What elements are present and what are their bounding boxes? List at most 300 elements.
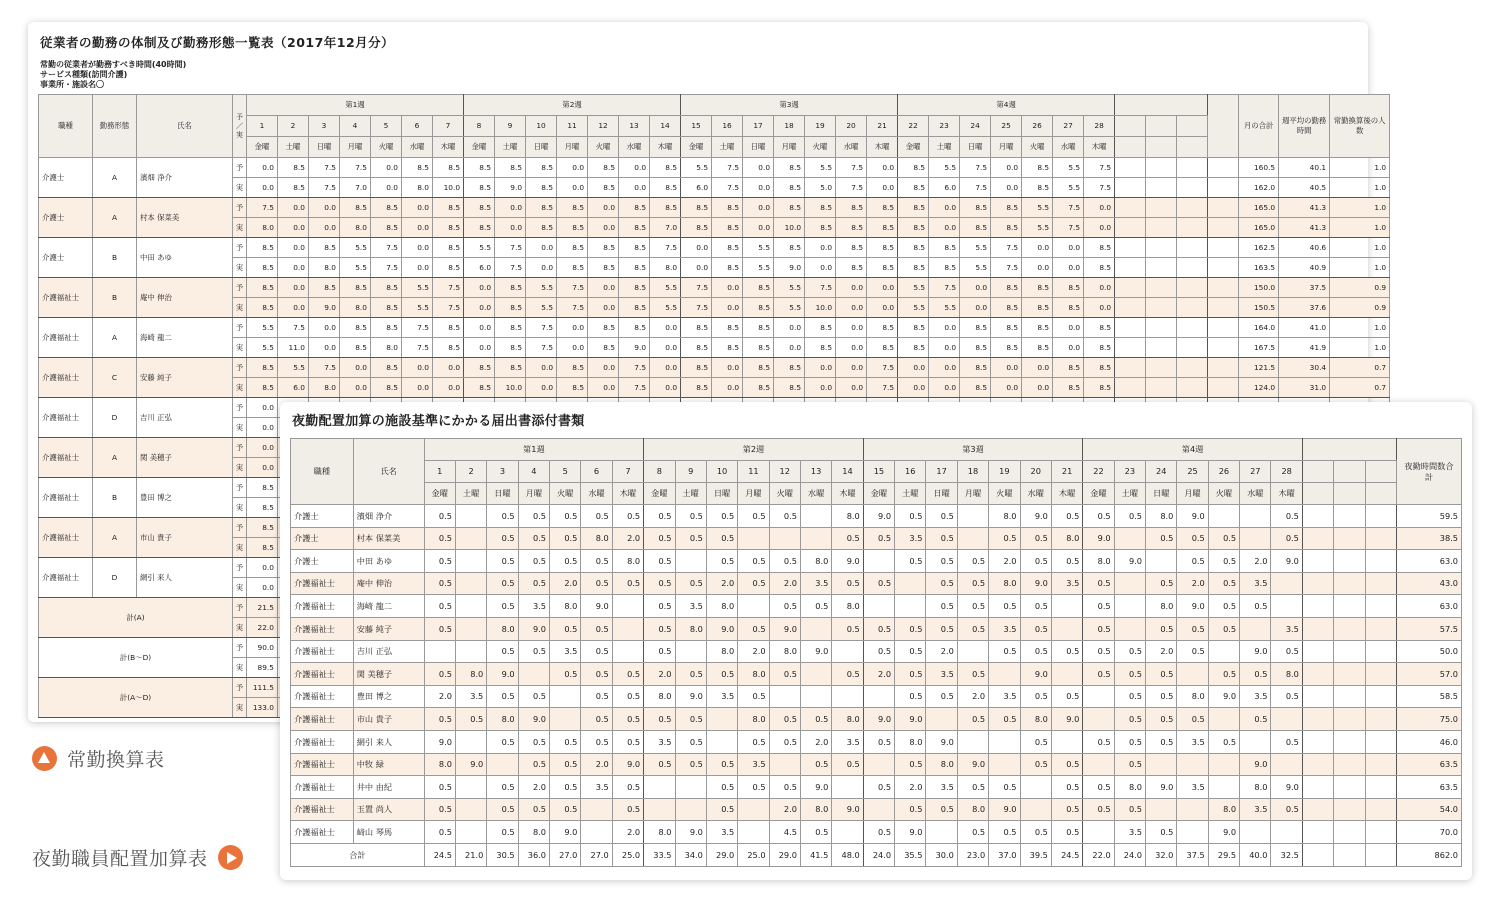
night-hours-cell bbox=[455, 798, 486, 821]
hours-cell: 0.0 bbox=[247, 558, 278, 578]
weekday-header: 水曜 bbox=[1053, 137, 1084, 158]
hours-cell: 0.0 bbox=[247, 418, 278, 438]
table-row bbox=[39, 338, 1390, 358]
weekly-avg-cell: 41.9 bbox=[1279, 338, 1330, 358]
night-hours-cell bbox=[800, 505, 831, 528]
hours-cell: 0.0 bbox=[836, 358, 867, 378]
table-row bbox=[39, 178, 1390, 198]
hours-cell: 8.5 bbox=[1084, 258, 1115, 278]
night-hours-cell: 0.5 bbox=[581, 663, 612, 686]
hours-cell: 0.0 bbox=[278, 218, 309, 238]
hours-cell: 8.5 bbox=[588, 238, 619, 258]
hours-cell bbox=[1115, 378, 1146, 398]
staff-work-type: D bbox=[93, 398, 137, 438]
day-header: 19 bbox=[989, 461, 1020, 483]
night-hours-cell: 0.5 bbox=[1051, 821, 1082, 844]
weekday-header: 土曜 bbox=[712, 137, 743, 158]
night-hours-cell bbox=[455, 550, 486, 573]
weekly-avg-cell: 37.6 bbox=[1279, 298, 1330, 318]
hours-cell: 8.5 bbox=[464, 358, 495, 378]
night-total-cell: 54.0 bbox=[1396, 798, 1461, 821]
night-hours-cell bbox=[1051, 663, 1082, 686]
hours-cell: 7.5 bbox=[402, 338, 433, 358]
night-hours-cell: 0.5 bbox=[1114, 685, 1145, 708]
day-header: 22 bbox=[898, 116, 929, 137]
hours-cell: 5.5 bbox=[929, 298, 960, 318]
night-hours-cell: 0.5 bbox=[769, 505, 800, 528]
night-hours-cell bbox=[581, 821, 612, 844]
night-hours-cell: 0.5 bbox=[424, 821, 455, 844]
night-hours-cell: 8.0 bbox=[706, 640, 737, 663]
hours-cell: 8.5 bbox=[805, 198, 836, 218]
hours-cell: 8.0 bbox=[340, 298, 371, 318]
sum-cell: 22.0 bbox=[1083, 843, 1114, 866]
night-hours-cell: 3.5 bbox=[1177, 776, 1208, 799]
night-hours-cell: 9.0 bbox=[832, 550, 863, 573]
blank-cell bbox=[1365, 685, 1396, 708]
blank-cell bbox=[1334, 843, 1365, 866]
hours-cell: 8.5 bbox=[340, 338, 371, 358]
night-hours-cell bbox=[706, 730, 737, 753]
hours-cell: 5.5 bbox=[898, 298, 929, 318]
night-hours-cell: 3.5 bbox=[644, 730, 675, 753]
night-hours-cell: 0.5 bbox=[926, 505, 957, 528]
night-hours-cell: 0.5 bbox=[957, 708, 988, 731]
night-hours-cell: 3.5 bbox=[832, 730, 863, 753]
hours-cell: 0.0 bbox=[650, 338, 681, 358]
fte-cell: 1.0 bbox=[1330, 338, 1390, 358]
night-hours-cell bbox=[1271, 595, 1302, 618]
night-hours-cell: 0.5 bbox=[644, 595, 675, 618]
week-header: 第3週 bbox=[863, 439, 1083, 461]
night-hours-cell: 9.0 bbox=[706, 617, 737, 640]
hours-cell: 7.5 bbox=[371, 258, 402, 278]
hours-cell: 7.5 bbox=[309, 158, 340, 178]
hours-cell: 8.5 bbox=[991, 198, 1022, 218]
hours-cell: 8.5 bbox=[557, 258, 588, 278]
night-hours-cell bbox=[1146, 753, 1177, 776]
blank-header bbox=[1115, 137, 1146, 158]
total-value: 89.5 bbox=[247, 658, 278, 678]
night-hours-cell bbox=[926, 821, 957, 844]
hours-cell: 7.5 bbox=[309, 178, 340, 198]
night-hours-cell: 9.0 bbox=[926, 730, 957, 753]
day-header: 16 bbox=[895, 461, 926, 483]
hours-cell: 8.5 bbox=[495, 358, 526, 378]
fte-cell: 1.0 bbox=[1330, 258, 1390, 278]
night-hours-cell bbox=[1114, 595, 1145, 618]
sum-cell: 27.0 bbox=[550, 843, 581, 866]
blank-header bbox=[1334, 483, 1365, 505]
night-hours-cell: 0.5 bbox=[550, 663, 581, 686]
night-hours-cell: 0.5 bbox=[1020, 685, 1051, 708]
fte-cell: 1.0 bbox=[1330, 218, 1390, 238]
hours-cell: 0.0 bbox=[588, 358, 619, 378]
night-hours-cell: 0.5 bbox=[644, 505, 675, 528]
night-hours-cell: 0.5 bbox=[518, 505, 549, 528]
night-hours-cell: 8.0 bbox=[550, 595, 581, 618]
night-hours-cell: 0.5 bbox=[644, 708, 675, 731]
night-hours-cell bbox=[863, 798, 894, 821]
hours-cell: 0.0 bbox=[867, 178, 898, 198]
night-hours-cell bbox=[863, 753, 894, 776]
sum-cell: 39.5 bbox=[1020, 843, 1051, 866]
staff-job: 介護福祉士 bbox=[291, 708, 354, 731]
col-header-yojitsu: 予／実 bbox=[233, 95, 247, 158]
night-hours-cell bbox=[518, 663, 549, 686]
hours-cell: 0.0 bbox=[557, 338, 588, 358]
hours-cell: 8.5 bbox=[867, 238, 898, 258]
hours-cell: 7.5 bbox=[867, 358, 898, 378]
hours-cell: 8.5 bbox=[712, 238, 743, 258]
table-row bbox=[39, 158, 1390, 178]
night-hours-cell: 9.0 bbox=[424, 730, 455, 753]
hours-cell: 0.0 bbox=[929, 358, 960, 378]
hours-cell: 8.5 bbox=[898, 238, 929, 258]
sum-label: 合計 bbox=[291, 843, 425, 866]
hours-cell bbox=[1146, 358, 1177, 378]
night-hours-cell: 9.0 bbox=[1240, 753, 1271, 776]
night-hours-cell: 0.5 bbox=[550, 550, 581, 573]
night-hours-cell: 9.0 bbox=[1020, 663, 1051, 686]
night-hours-cell: 0.5 bbox=[926, 527, 957, 550]
hours-cell bbox=[1115, 318, 1146, 338]
blank-cell bbox=[1208, 278, 1239, 298]
night-hours-cell: 8.0 bbox=[1208, 798, 1239, 821]
hours-cell: 8.5 bbox=[743, 318, 774, 338]
night-hours-cell: 0.5 bbox=[1146, 663, 1177, 686]
hours-cell: 8.5 bbox=[774, 198, 805, 218]
night-hours-cell: 0.5 bbox=[800, 821, 831, 844]
staff-name: 海崎 龍二 bbox=[353, 595, 424, 618]
sum-cell: 24.0 bbox=[863, 843, 894, 866]
blank-cell bbox=[1302, 505, 1333, 528]
night-hours-cell: 0.5 bbox=[1271, 730, 1302, 753]
hours-cell: 7.5 bbox=[619, 378, 650, 398]
night-hours-cell: 9.0 bbox=[1240, 640, 1271, 663]
night-hours-cell: 9.0 bbox=[895, 708, 926, 731]
hours-cell: 8.5 bbox=[898, 338, 929, 358]
table-row bbox=[291, 663, 1462, 686]
night-hours-cell: 0.5 bbox=[706, 550, 737, 573]
night-hours-cell: 3.5 bbox=[518, 595, 549, 618]
night-hours-cell: 9.0 bbox=[487, 663, 518, 686]
hours-cell bbox=[1146, 238, 1177, 258]
night-hours-cell: 0.5 bbox=[581, 617, 612, 640]
weekday-header: 月曜 bbox=[957, 483, 988, 505]
blank-header bbox=[1146, 137, 1177, 158]
hours-cell: 7.5 bbox=[340, 158, 371, 178]
staff-job: 介護福祉士 bbox=[39, 398, 93, 438]
hours-cell: 0.0 bbox=[805, 238, 836, 258]
night-hours-cell: 4.5 bbox=[769, 821, 800, 844]
week-header: 第4週 bbox=[898, 95, 1115, 116]
fte-cell: 1.0 bbox=[1330, 178, 1390, 198]
blank-header bbox=[1365, 483, 1396, 505]
fte-cell: 0.7 bbox=[1330, 378, 1390, 398]
night-hours-cell: 2.0 bbox=[800, 730, 831, 753]
weekday-header: 火曜 bbox=[1022, 137, 1053, 158]
staff-name: 濱畑 浄介 bbox=[353, 505, 424, 528]
blank-cell bbox=[1302, 685, 1333, 708]
hours-cell: 0.0 bbox=[681, 258, 712, 278]
night-hours-cell bbox=[455, 730, 486, 753]
night-hours-cell: 0.5 bbox=[1114, 753, 1145, 776]
night-hours-cell: 0.5 bbox=[1051, 505, 1082, 528]
night-hours-cell: 0.5 bbox=[487, 685, 518, 708]
night-hours-cell bbox=[1146, 550, 1177, 573]
yojitsu-label: 実 bbox=[233, 298, 247, 318]
hours-cell: 8.5 bbox=[1053, 298, 1084, 318]
night-hours-cell bbox=[612, 595, 643, 618]
fte-sheet-meta-office: 事業所・施設名〇 bbox=[40, 80, 104, 89]
night-hours-cell bbox=[1208, 640, 1239, 663]
table-row bbox=[291, 798, 1462, 821]
hours-cell: 0.0 bbox=[960, 278, 991, 298]
night-hours-cell: 0.5 bbox=[769, 730, 800, 753]
hours-cell: 8.5 bbox=[681, 218, 712, 238]
night-hours-cell bbox=[675, 798, 706, 821]
night-hours-cell: 9.0 bbox=[1146, 776, 1177, 799]
night-hours-cell: 0.5 bbox=[957, 821, 988, 844]
night-hours-cell: 2.0 bbox=[989, 550, 1020, 573]
weekday-header: 火曜 bbox=[1208, 483, 1239, 505]
night-hours-cell: 0.5 bbox=[1051, 685, 1082, 708]
hours-cell: 0.0 bbox=[898, 358, 929, 378]
hours-cell: 0.0 bbox=[557, 158, 588, 178]
hours-cell: 0.0 bbox=[1084, 218, 1115, 238]
night-hours-cell: 0.5 bbox=[675, 708, 706, 731]
hours-cell: 7.5 bbox=[495, 238, 526, 258]
yojitsu-label: 実 bbox=[233, 418, 247, 438]
night-hours-cell: 0.5 bbox=[1114, 798, 1145, 821]
night-hours-cell bbox=[1240, 821, 1271, 844]
night-hours-cell: 2.0 bbox=[895, 776, 926, 799]
night-hours-cell: 0.5 bbox=[863, 640, 894, 663]
hours-cell: 8.0 bbox=[402, 178, 433, 198]
hours-cell: 5.5 bbox=[960, 258, 991, 278]
weekday-header: 水曜 bbox=[619, 137, 650, 158]
staff-job: 介護福祉士 bbox=[291, 776, 354, 799]
hours-cell: 0.0 bbox=[247, 578, 278, 598]
night-hours-cell: 0.5 bbox=[895, 798, 926, 821]
hours-cell: 8.5 bbox=[681, 318, 712, 338]
hours-cell: 7.5 bbox=[991, 238, 1022, 258]
table-row bbox=[291, 595, 1462, 618]
night-hours-cell bbox=[1177, 663, 1208, 686]
staff-job: 介護士 bbox=[39, 158, 93, 198]
night-hours-cell: 0.5 bbox=[1083, 617, 1114, 640]
fte-caption[interactable] bbox=[32, 745, 165, 772]
hours-cell: 0.0 bbox=[991, 358, 1022, 378]
staff-name: 吉川 正弘 bbox=[353, 640, 424, 663]
hours-cell: 8.0 bbox=[247, 218, 278, 238]
night-hours-cell: 0.5 bbox=[581, 572, 612, 595]
hours-cell: 0.0 bbox=[929, 198, 960, 218]
night-hours-cell: 3.5 bbox=[926, 776, 957, 799]
hours-cell: 8.5 bbox=[867, 198, 898, 218]
hours-cell: 8.0 bbox=[340, 218, 371, 238]
table-row bbox=[291, 753, 1462, 776]
hours-cell: 8.5 bbox=[464, 158, 495, 178]
day-header: 25 bbox=[991, 116, 1022, 137]
hours-cell: 7.5 bbox=[991, 258, 1022, 278]
night-hours-cell: 2.0 bbox=[769, 798, 800, 821]
night-caption[interactable] bbox=[32, 844, 243, 871]
night-hours-cell: 0.5 bbox=[1146, 730, 1177, 753]
hours-cell: 8.5 bbox=[898, 218, 929, 238]
night-total-cell: 43.0 bbox=[1396, 572, 1461, 595]
blank-cell bbox=[1365, 753, 1396, 776]
night-hours-cell: 9.0 bbox=[1083, 527, 1114, 550]
staff-job: 介護福祉士 bbox=[291, 821, 354, 844]
day-header: 6 bbox=[402, 116, 433, 137]
hours-cell: 0.0 bbox=[557, 318, 588, 338]
hours-cell: 7.5 bbox=[712, 158, 743, 178]
night-hours-cell bbox=[455, 505, 486, 528]
fte-sheet-title: 従業者の勤務の体制及び勤務形態一覧表（2017年12月分） bbox=[40, 35, 395, 50]
night-hours-cell: 8.0 bbox=[1114, 776, 1145, 799]
hours-cell: 7.5 bbox=[960, 178, 991, 198]
blank-cell bbox=[1208, 158, 1239, 178]
sum-cell: 27.0 bbox=[581, 843, 612, 866]
yojitsu-label: 予 bbox=[233, 638, 247, 658]
night-hours-cell: 0.5 bbox=[487, 730, 518, 753]
night-hours-cell: 0.5 bbox=[581, 708, 612, 731]
monthly-total-cell: 121.5 bbox=[1239, 358, 1279, 378]
night-hours-cell: 0.5 bbox=[895, 663, 926, 686]
staff-work-type: B bbox=[93, 478, 137, 518]
hours-cell: 8.5 bbox=[619, 238, 650, 258]
night-hours-cell bbox=[455, 640, 486, 663]
blank-cell bbox=[1365, 843, 1396, 866]
night-total-cell: 63.0 bbox=[1396, 595, 1461, 618]
night-hours-cell: 9.0 bbox=[1271, 550, 1302, 573]
night-hours-cell: 8.0 bbox=[832, 595, 863, 618]
blank-cell bbox=[1208, 318, 1239, 338]
night-hours-cell bbox=[612, 617, 643, 640]
night-hours-cell: 0.5 bbox=[926, 595, 957, 618]
staff-work-type: A bbox=[93, 158, 137, 198]
hours-cell: 8.5 bbox=[1022, 298, 1053, 318]
hours-cell: 5.5 bbox=[650, 298, 681, 318]
night-hours-cell: 0.5 bbox=[1020, 753, 1051, 776]
weekday-header: 水曜 bbox=[402, 137, 433, 158]
night-hours-cell: 0.5 bbox=[518, 572, 549, 595]
night-hours-cell: 0.5 bbox=[1051, 753, 1082, 776]
hours-cell: 8.5 bbox=[495, 318, 526, 338]
night-hours-cell bbox=[487, 753, 518, 776]
table-row bbox=[39, 378, 1390, 398]
weekday-header: 水曜 bbox=[581, 483, 612, 505]
night-hours-cell bbox=[1177, 821, 1208, 844]
hours-cell: 0.0 bbox=[495, 198, 526, 218]
hours-cell: 0.0 bbox=[805, 258, 836, 278]
total-label: 計(A〜D) bbox=[39, 678, 233, 718]
night-hours-cell: 2.0 bbox=[926, 640, 957, 663]
night-total-cell: 58.5 bbox=[1396, 685, 1461, 708]
staff-work-type: C bbox=[93, 358, 137, 398]
hours-cell: 0.0 bbox=[309, 198, 340, 218]
sum-total-cell: 862.0 bbox=[1396, 843, 1461, 866]
hours-cell: 0.0 bbox=[743, 158, 774, 178]
hours-cell: 5.5 bbox=[960, 238, 991, 258]
night-hours-cell: 0.5 bbox=[1083, 776, 1114, 799]
hours-cell: 8.5 bbox=[836, 238, 867, 258]
night-hours-cell: 0.5 bbox=[863, 572, 894, 595]
night-total-cell: 57.0 bbox=[1396, 663, 1461, 686]
blank-header bbox=[1115, 116, 1146, 137]
day-header: 26 bbox=[1022, 116, 1053, 137]
header-row-weeks bbox=[39, 95, 1390, 116]
weekly-avg-cell: 40.9 bbox=[1279, 258, 1330, 278]
night-hours-cell: 0.5 bbox=[424, 776, 455, 799]
yojitsu-label: 実 bbox=[233, 378, 247, 398]
night-hours-cell bbox=[455, 595, 486, 618]
blank-cell bbox=[1302, 527, 1333, 550]
weekday-header: 日曜 bbox=[526, 137, 557, 158]
staff-job: 介護福祉士 bbox=[39, 358, 93, 398]
weekday-header: 金曜 bbox=[1083, 483, 1114, 505]
hours-cell bbox=[1146, 338, 1177, 358]
hours-cell bbox=[1177, 178, 1208, 198]
blank-cell bbox=[1208, 218, 1239, 238]
night-hours-cell bbox=[550, 685, 581, 708]
total-label: 計(A) bbox=[39, 598, 233, 638]
blank-cell bbox=[1302, 663, 1333, 686]
staff-name: 中牧 緑 bbox=[353, 753, 424, 776]
hours-cell: 8.5 bbox=[867, 318, 898, 338]
night-hours-cell: 8.0 bbox=[612, 550, 643, 573]
night-hours-cell bbox=[706, 708, 737, 731]
blank-cell bbox=[1334, 595, 1365, 618]
monthly-total-cell: 165.0 bbox=[1239, 218, 1279, 238]
hours-cell bbox=[1177, 318, 1208, 338]
night-hours-cell: 0.5 bbox=[832, 663, 863, 686]
monthly-total-cell: 150.0 bbox=[1239, 278, 1279, 298]
night-hours-cell: 9.0 bbox=[550, 821, 581, 844]
hours-cell: 0.0 bbox=[340, 358, 371, 378]
hours-cell bbox=[1177, 218, 1208, 238]
monthly-total-cell: 124.0 bbox=[1239, 378, 1279, 398]
hours-cell: 8.5 bbox=[805, 338, 836, 358]
day-header: 12 bbox=[769, 461, 800, 483]
night-hours-cell: 0.5 bbox=[926, 617, 957, 640]
blank-cell bbox=[1365, 798, 1396, 821]
day-header: 2 bbox=[455, 461, 486, 483]
night-hours-cell bbox=[769, 527, 800, 550]
night-hours-cell bbox=[1177, 753, 1208, 776]
night-hours-cell: 8.0 bbox=[738, 663, 769, 686]
hours-cell: 5.5 bbox=[402, 298, 433, 318]
sum-cell: 36.0 bbox=[518, 843, 549, 866]
hours-cell: 0.0 bbox=[371, 158, 402, 178]
night-hours-cell: 0.5 bbox=[1083, 730, 1114, 753]
hours-cell: 8.5 bbox=[557, 378, 588, 398]
hours-cell: 0.0 bbox=[278, 238, 309, 258]
weekday-header: 金曜 bbox=[681, 137, 712, 158]
night-hours-cell: 0.5 bbox=[1177, 708, 1208, 731]
hours-cell: 8.5 bbox=[588, 258, 619, 278]
hours-cell: 10.0 bbox=[433, 178, 464, 198]
night-hours-cell: 0.5 bbox=[518, 753, 549, 776]
staff-name: 中田 あゆ bbox=[353, 550, 424, 573]
night-total-cell: 59.5 bbox=[1396, 505, 1461, 528]
night-hours-cell: 0.5 bbox=[1208, 663, 1239, 686]
monthly-total-cell: 165.0 bbox=[1239, 198, 1279, 218]
night-hours-cell: 0.5 bbox=[424, 505, 455, 528]
staff-work-type: A bbox=[93, 438, 137, 478]
